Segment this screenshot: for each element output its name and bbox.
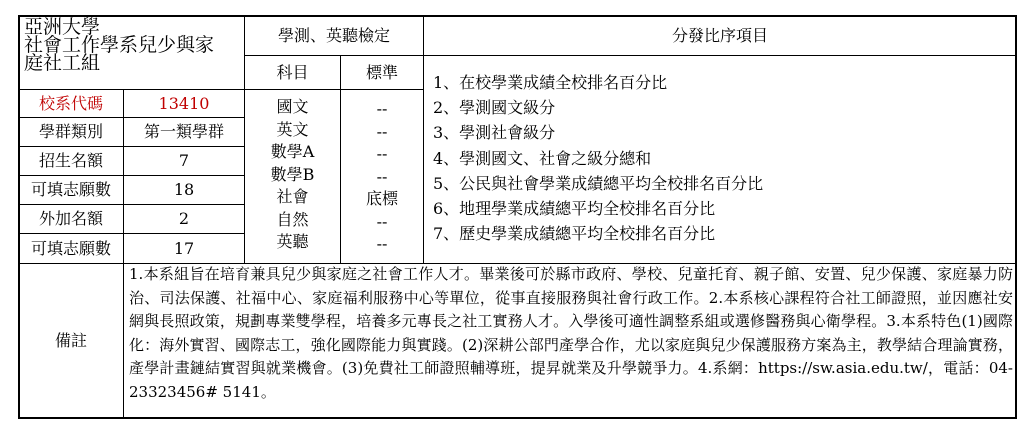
dept-title-line-2: 社會工作學系兒少與家 — [24, 34, 215, 56]
quota-label: 招生名額 — [38, 151, 103, 170]
exam-standard: -- — [376, 99, 388, 118]
order-item: 7、歷史學業成績總平均全校排名百分比 — [433, 224, 716, 244]
exam-subject-list — [245, 96, 340, 254]
order-item: 1、在校學業成績全校排名百分比 — [433, 73, 668, 92]
exam-standard: -- — [376, 234, 388, 253]
dept-title-line-3: 庭社工組 — [24, 52, 101, 74]
exam-standard: -- — [376, 166, 388, 186]
dept-title — [24, 18, 244, 72]
exam-subject: 英文 — [276, 119, 309, 139]
exam-header: 學測、英聽檢定 — [277, 25, 390, 45]
order-item: 4、學測國文、社會之級分總和 — [433, 148, 652, 168]
code-value: 13410 — [158, 93, 210, 113]
group-label: 學群類別 — [38, 122, 103, 141]
order-list — [433, 70, 763, 246]
extra-quota-label: 外加名額 — [38, 209, 103, 228]
exam-subject: 數學B — [270, 164, 315, 184]
order-item: 6、地理學業成績總平均全校排名百分比 — [433, 199, 716, 219]
dept-title-line-1: 亞洲大學 — [24, 16, 101, 38]
exam-subject: 社會 — [276, 187, 309, 206]
exam-col-subject: 科目 — [276, 62, 309, 82]
extra-quota-value: 2 — [178, 209, 190, 228]
exam-standard: -- — [376, 211, 388, 231]
order-item: 2、學測國文級分 — [433, 98, 556, 118]
choices-label: 可填志願數 — [30, 180, 111, 199]
remarks-text: 1.本系組旨在培育兼具兒少與家庭之社會工作人才。畢業後可於縣市政府、學校、兒童托育、親子館、安置、兒少保護、家庭暴力防治、司法保護、社福中心、家庭福利服務中心等單位，從事直接服務與社會行政工作。2.本系核心課程符合社工師證照，並因應社安網與長照政策，規劃專業雙學程，培養多元專長之社工實務人才。入學後可適性調整系組或選修醫務與心衛學程。3.本系特色(1)國際化：海外實習、國際志工，強化國際能力與實踐。(2)深耕公部門產學合作，尤以家庭與兒少保護服務方案為主，教學結合理論實務，產學計畫鏈結實習與就業機會。(3)免費社工師證照輔導班，提昇就業及升學競爭力。4.系網：https://sw.asia.edu.tw/，電話：04-23323456# 5141。 — [129, 265, 1013, 401]
exam-standard: -- — [376, 121, 388, 141]
exam-subject: 國文 — [276, 97, 309, 116]
exam-subject: 數學A — [270, 142, 315, 161]
h-line-exam-cols — [244, 89, 424, 90]
exam-subject: 自然 — [276, 209, 309, 229]
exam-standard-list — [341, 98, 423, 256]
choices-value: 18 — [173, 180, 195, 199]
order-header: 分發比序項目 — [671, 25, 768, 45]
code-label: 校系代碼 — [38, 93, 103, 113]
group-value: 第一類學群 — [143, 122, 224, 141]
v-line-e — [123, 263, 124, 418]
remarks-label: 備註 — [54, 331, 87, 350]
quota-value: 7 — [178, 151, 190, 170]
extra-choices-value: 17 — [173, 238, 195, 258]
exam-standard: -- — [376, 144, 388, 163]
exam-col-standard: 標準 — [365, 62, 398, 82]
exam-subject: 英聽 — [276, 232, 309, 251]
order-item: 3、學測社會級分 — [433, 123, 556, 143]
exam-standard: 底標 — [365, 189, 398, 208]
extra-choices-label: 可填志願數 — [30, 238, 111, 258]
order-item: 5、公民與社會學業成績總平均全校排名百分比 — [433, 173, 764, 193]
